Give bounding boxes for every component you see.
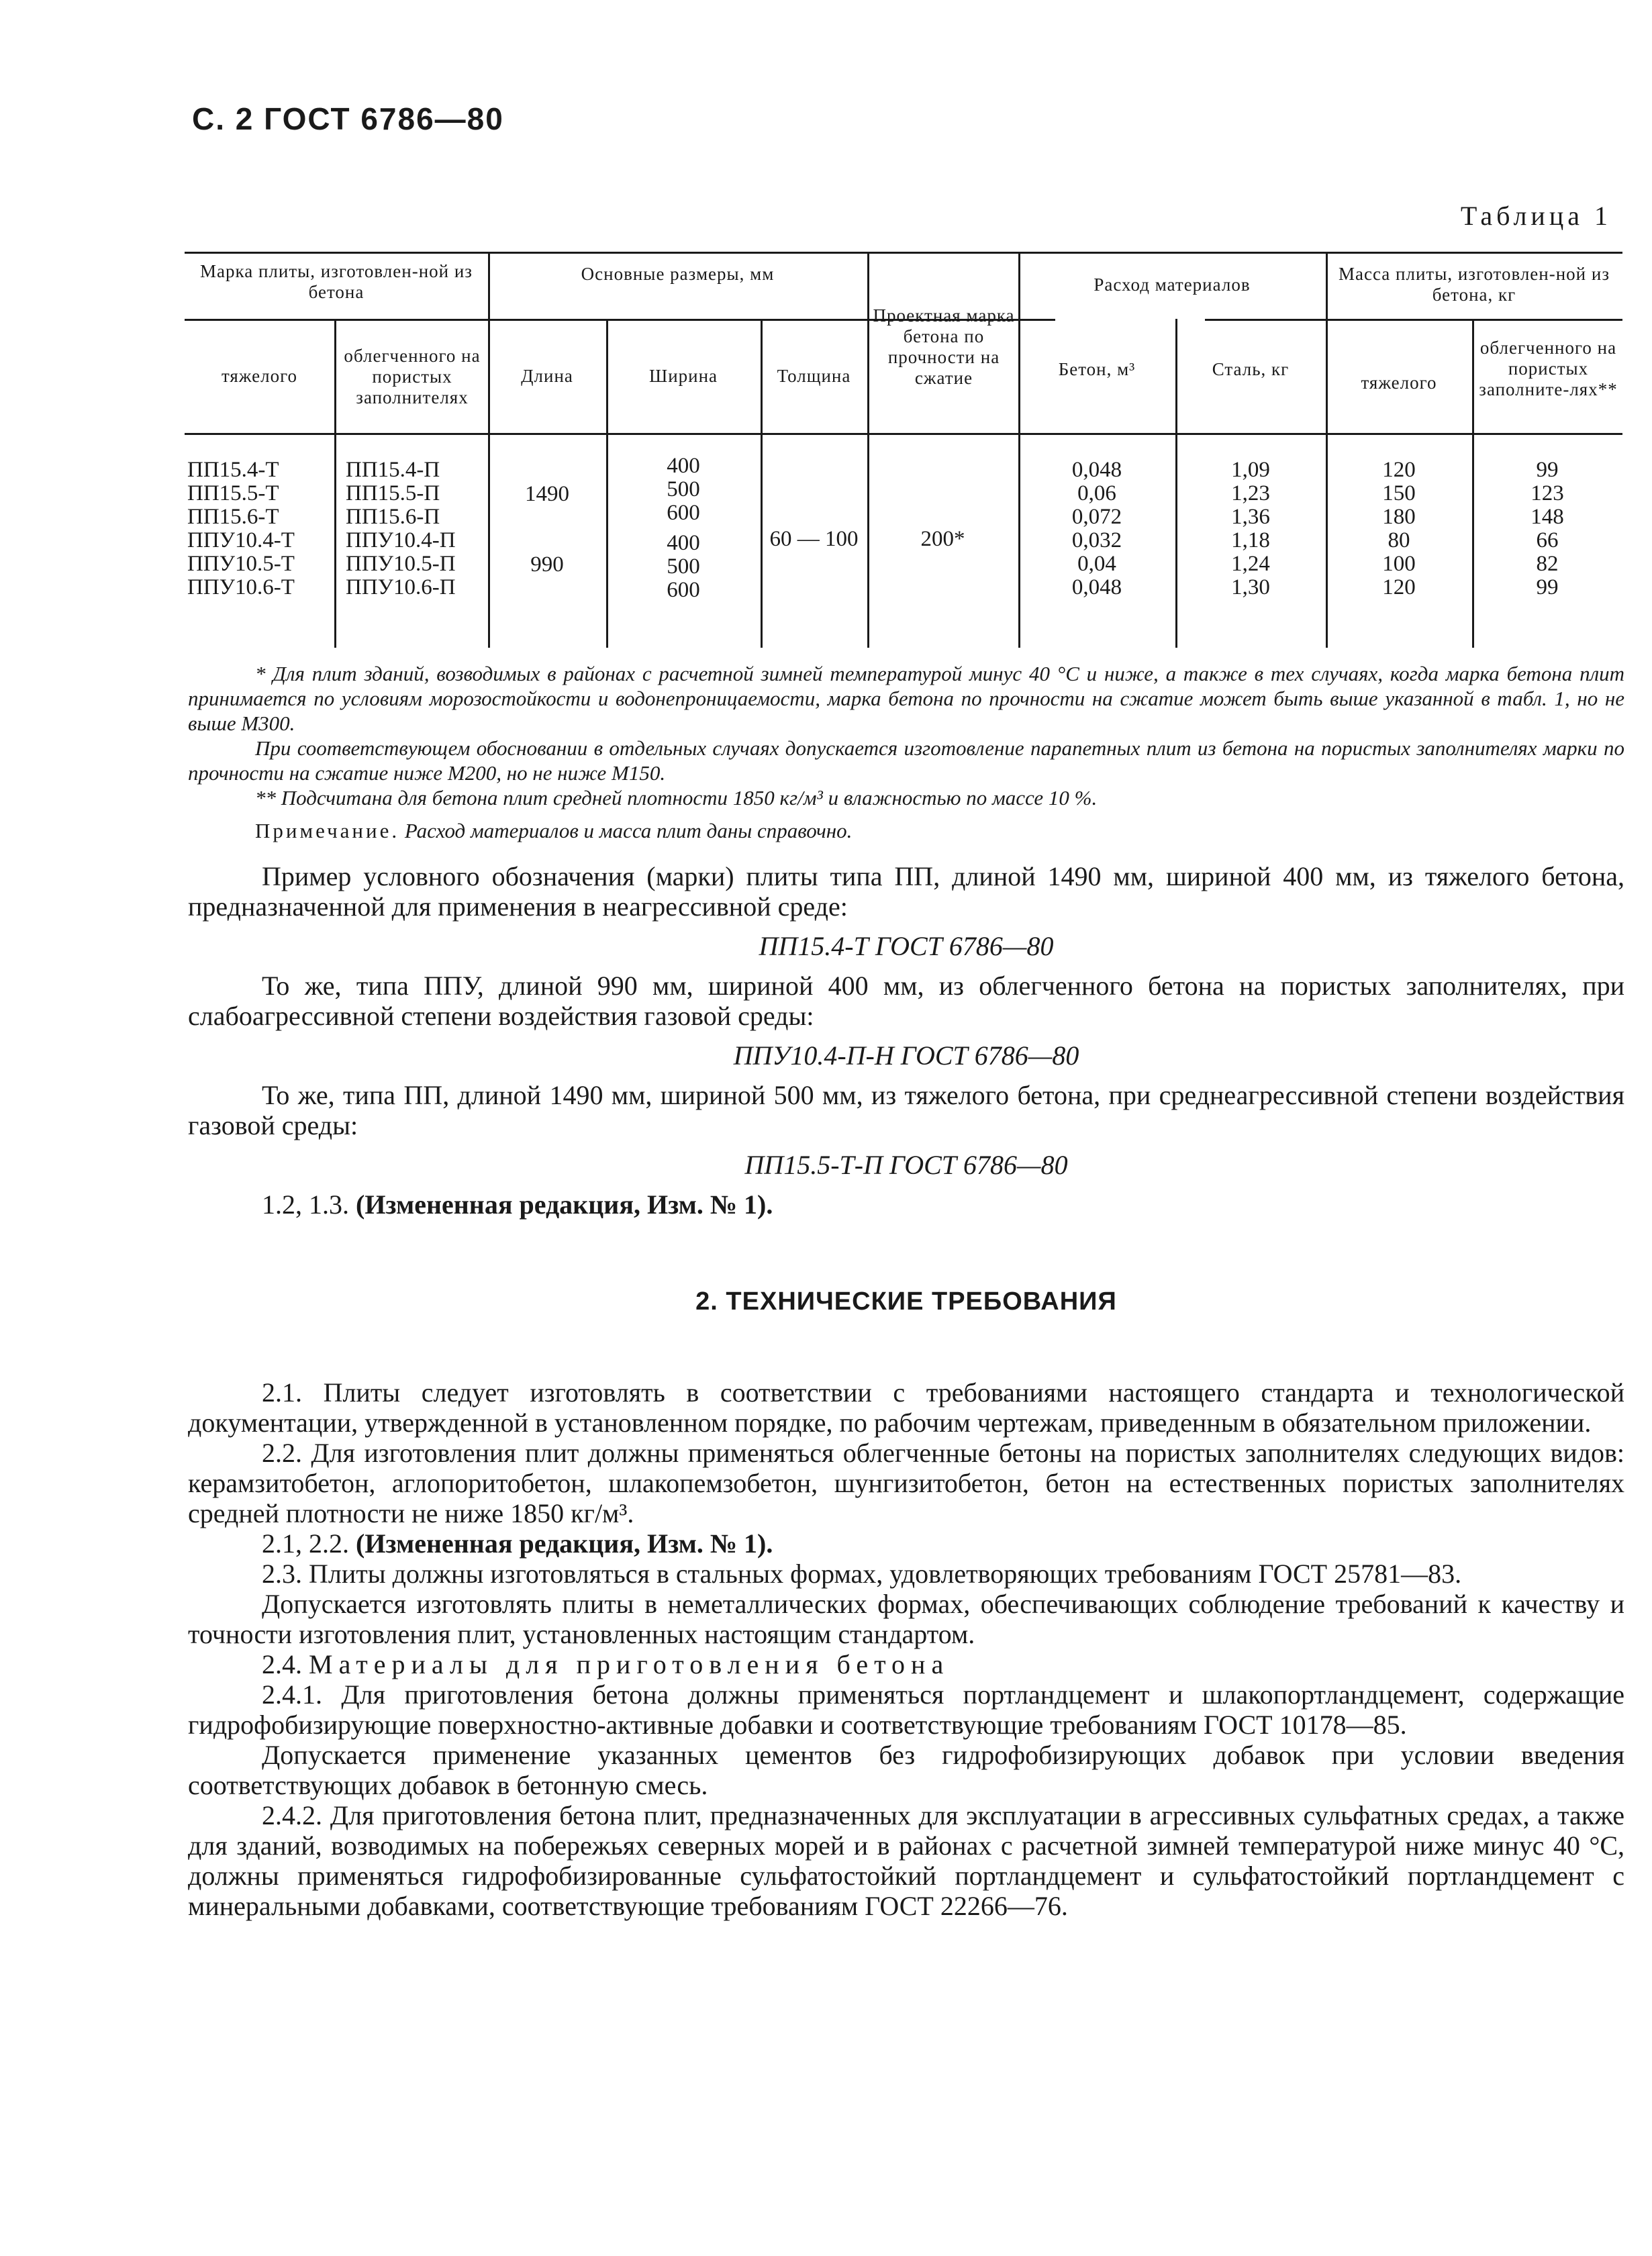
clause-2-4-1: 2.4.1. Для приготовления бетона должны применяться портландцемент и шлакопортландцемент, содержащие гидрофобизирующие поверхностно-активные добавки и соответствующие требованиям ГОСТ 10178—85. (188, 1679, 1624, 1740)
header-bottom-rule (185, 433, 1622, 435)
th-design-grade: Проектная марка бетона по прочности на сжатие (873, 305, 1015, 389)
col-light (346, 458, 487, 599)
cell-concrete: 0,048 (1071, 575, 1122, 599)
clause-2-4-title: Материалы для приготовления бетона (309, 1649, 950, 1679)
cell-heavy: ППУ10.4-Т (187, 528, 295, 552)
cell-light: ПП15.6-П (346, 505, 440, 529)
page-header: С. 2 ГОСТ 6786—80 (192, 101, 504, 136)
th-light: облегченного на пористых заполнителях (344, 346, 481, 408)
cell-width: 600 (667, 501, 700, 525)
designation-1: ПП15.4-Т ГОСТ 6786—80 (759, 931, 1054, 961)
section-2-heading: 2. ТЕХНИЧЕСКИЕ ТРЕБОВАНИЯ (695, 1287, 1117, 1316)
clause-2-3: 2.3. Плиты должны изготовляться в стальных формах, удовлетворяющих требованиям ГОСТ 25781—83. (262, 1559, 1462, 1589)
th-consumption-group: Расход материалов (1094, 275, 1251, 295)
clause-2-1: 2.1. Плиты следует изготовлять в соответствии с требованиями настоящего стандарта и технологической документации, утвержденной в установленном порядке, по рабочим чертежам, приведенным в обязательном приложении. (188, 1377, 1624, 1438)
cell-width: 500 (667, 477, 700, 501)
clause-2-4-1-b: Допускается применение указанных цементов без гидрофобизирующих добавок при условии введения соответствующих добавок в бетонную смесь. (188, 1740, 1624, 1800)
amendment-1-number: 1.2, 1.3. (262, 1189, 349, 1220)
table-1 (185, 252, 1622, 648)
th-width: Ширина (648, 366, 718, 386)
cell-light: ПП15.5-П (346, 481, 440, 505)
table-remark (188, 818, 1624, 843)
footnote-star-cont: При соответствующем обосновании в отдельных случаях допускается изготовление парапетных плит из бетона на пористых заполнителях марки по прочности на сжатие ниже М200, но не ниже М150. (188, 736, 1624, 785)
example-2: То же, типа ППУ, длиной 990 мм, шириной 400 мм, из облегченного бетона на пористых заполнителях, при слабоагрессивной степени воздействия газовой среды: (188, 971, 1624, 1031)
cell-mass-heavy: 120 (1382, 575, 1416, 599)
designation-2: ППУ10.4-П-Н ГОСТ 6786—80 (733, 1040, 1079, 1071)
table-top-rule (185, 252, 1622, 254)
amendment-1-text: (Измененная редакция, Изм. № 1). (356, 1189, 773, 1220)
footnote-star: * Для плит зданий, возводимых в районах с расчетной зимней температурой минус 40 °С и ниже, а также в тех случаях, когда марка бетона плит принимается по условиям морозостойкости и водонепроницаемости, марка бетона по прочности на сжатие может быть выше указанной в табл. 1, но не выше М300. (188, 662, 1624, 735)
clause-2-3-b: Допускается изготовлять плиты в неметаллических формах, обеспечивающих соблюдение требований к качеству и точности изготовления плит, установленных настоящим стандартом. (188, 1589, 1624, 1649)
th-mass-group: Масса плиты, изготовлен-ной из бетона, кг (1339, 264, 1610, 305)
cell-heavy: ПП15.5-Т (187, 481, 279, 505)
clause-2-4-2: 2.4.2. Для приготовления бетона плит, предназначенных для эксплуатации в агрессивных сульфатных средах, а также для зданий, возводимых на побережьях северных морей и в районах с расчетной зимней температурой ниже минус 40 °С, должны применяться гидрофобизированные сульфатостойкий портландцемент и сульфатостойкий портландцемент с минеральными добавками, соответствующие требованиям ГОСТ 22266—76. (188, 1800, 1624, 1921)
col-mass-light (1472, 458, 1622, 599)
cell-thickness: 60 — 100 (769, 527, 859, 551)
cell-steel: 1,30 (1231, 575, 1270, 599)
cell-steel: 1,24 (1231, 552, 1270, 576)
example-3: То же, типа ПП, длиной 1490 мм, шириной 500 мм, из тяжелого бетона, при среднеагрессивной степени воздействия газовой среды: (188, 1080, 1624, 1140)
cell-concrete: 0,032 (1071, 528, 1122, 552)
cell-concrete: 0,04 (1077, 552, 1116, 576)
th-heavy: тяжелого (221, 366, 298, 386)
cell-width: 400 (667, 531, 700, 555)
remark-text: Расход материалов и масса плит даны справочно. (404, 819, 853, 842)
cell-mass-light: 99 (1536, 458, 1559, 482)
main-text (188, 861, 1624, 1921)
table-notes (188, 661, 1624, 843)
cell-length-ppu: 990 (530, 552, 564, 577)
cell-light: ППУ10.5-П (346, 552, 456, 576)
cell-mass-heavy: 120 (1382, 458, 1416, 482)
cell-mass-heavy: 100 (1382, 552, 1416, 576)
cell-concrete: 0,072 (1071, 505, 1122, 529)
footnote-double-star: ** Подсчитана для бетона плит средней плотности 1850 кг/м³ и влажностью по массе 10 %. (255, 786, 1098, 810)
cell-mass-light: 82 (1536, 552, 1559, 576)
cell-length-pp: 1490 (525, 482, 569, 506)
clause-2-4-number: 2.4. (262, 1649, 302, 1679)
cell-mass-heavy: 80 (1388, 528, 1410, 552)
col-mass-heavy (1326, 458, 1472, 599)
amendment-2-number: 2.1, 2.2. (262, 1528, 349, 1559)
cell-mass-heavy: 150 (1382, 481, 1416, 505)
th-mass-heavy: тяжелого (1361, 373, 1437, 393)
cell-heavy: ППУ10.5-Т (187, 552, 295, 576)
designation-3: ПП15.5-Т-П ГОСТ 6786—80 (744, 1150, 1068, 1180)
amendment-2-text: (Измененная редакция, Изм. № 1). (356, 1528, 773, 1559)
cell-heavy: ПП15.6-Т (187, 505, 279, 529)
col-heavy (187, 458, 334, 599)
cell-width: 400 (667, 454, 700, 478)
cell-light: ПП15.4-П (346, 458, 440, 482)
cell-mass-light: 66 (1536, 528, 1559, 552)
cell-width: 600 (667, 578, 700, 602)
col-divider (488, 252, 490, 648)
mass-subrule (1326, 319, 1622, 321)
th-thickness: Толщина (777, 366, 851, 386)
cell-mass-light: 148 (1530, 505, 1564, 529)
clause-2-2: 2.2. Для изготовления плит должны применяться облегченные бетоны на пористых заполнителях следующих видов: керамзитобетон, аглопоритобетон, шлакопемзобетон, шунгизитобетон, бетон на естественных пористых заполнителях средней плотности не ниже 1850 кг/м³. (188, 1438, 1624, 1528)
cell-mass-heavy: 180 (1382, 505, 1416, 529)
th-steel: Сталь, кг (1212, 359, 1290, 379)
remark-label: Примечание. (255, 819, 400, 842)
cell-concrete: 0,048 (1071, 458, 1122, 482)
cell-steel: 1,09 (1231, 458, 1270, 482)
cell-design-grade: 200* (920, 527, 965, 551)
cell-concrete: 0,06 (1077, 481, 1116, 505)
cell-mass-light: 123 (1530, 481, 1564, 505)
cell-mass-light: 99 (1536, 575, 1559, 599)
clause-2-4 (188, 1649, 1624, 1679)
th-mass-light: облегченного на пористых заполните-лях** (1479, 338, 1618, 400)
cell-light: ППУ10.6-П (346, 575, 456, 599)
th-length: Длина (521, 366, 573, 386)
amendment-2 (188, 1528, 1624, 1559)
col-width (606, 454, 761, 602)
cell-heavy: ППУ10.6-Т (187, 575, 295, 599)
cell-steel: 1,36 (1231, 505, 1270, 529)
cell-heavy: ПП15.4-Т (187, 458, 279, 482)
cell-steel: 1,18 (1231, 528, 1270, 552)
cell-width: 500 (667, 554, 700, 579)
table-caption: Таблица 1 (1460, 201, 1612, 231)
col-concrete (1018, 458, 1175, 599)
cell-steel: 1,23 (1231, 481, 1270, 505)
brand-subrule (185, 319, 488, 321)
amendment-1 (188, 1189, 1624, 1220)
example-1: Пример условного обозначения (марки) плиты типа ПП, длиной 1490 мм, шириной 400 мм, из тяжелого бетона, предназначенной для применения в неагрессивной среде: (188, 861, 1624, 922)
cell-light: ППУ10.4-П (346, 528, 456, 552)
th-sizes-group: Основные размеры, мм (581, 264, 775, 284)
th-brand-group: Марка плиты, изготовлен-ной из бетона (200, 261, 473, 303)
col-steel (1175, 458, 1326, 599)
th-concrete: Бетон, м³ (1058, 359, 1136, 379)
